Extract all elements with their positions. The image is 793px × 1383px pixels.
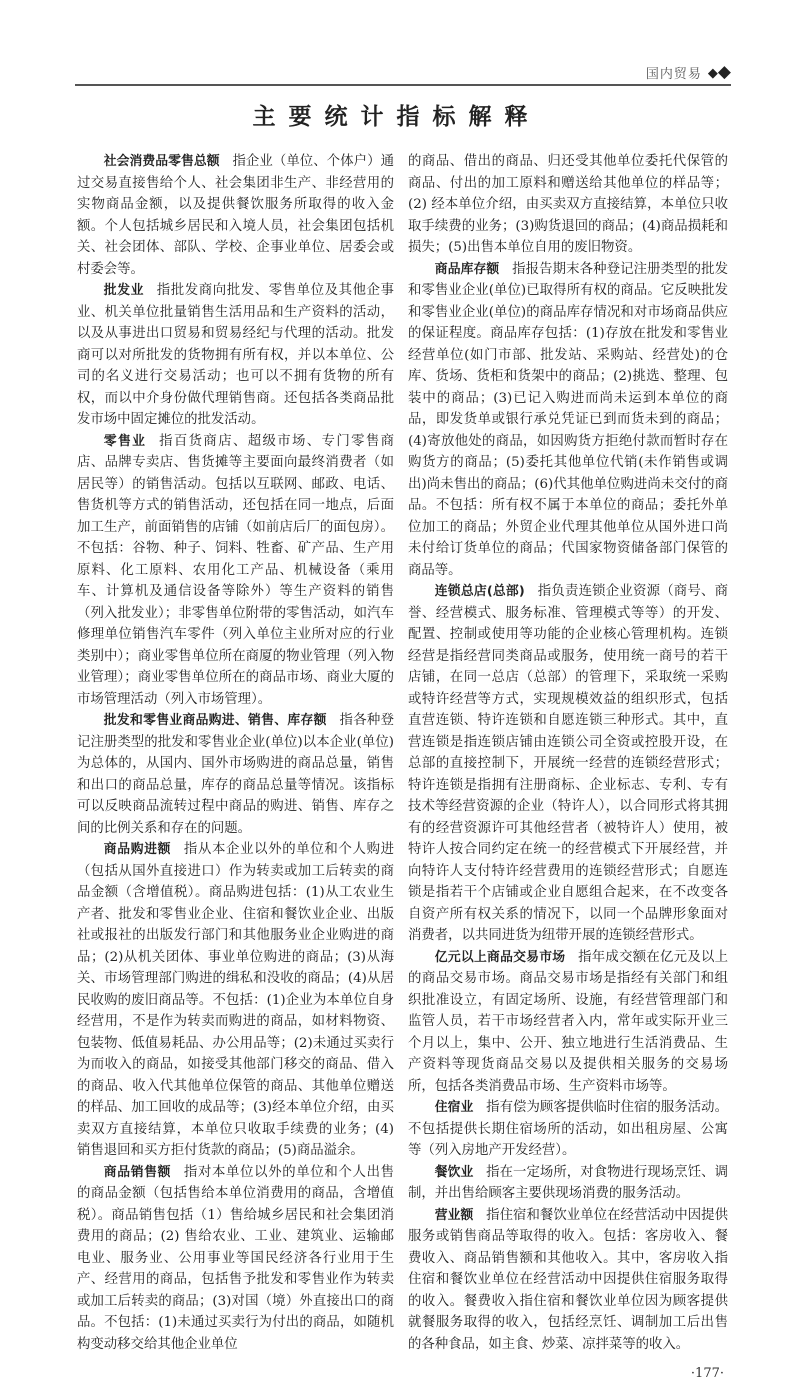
term: 商品销售额 [103,1164,172,1180]
right-column [408,151,728,1383]
small-diamond-icon: ◆ [707,66,718,81]
definition-paragraph [77,710,394,839]
definition-text: 指企业（单位、个体户）通过交易直接售给个人、社会集团非生产、非经营用的实物商品金额，以及提供餐饮服务所取得的收入金额。个人包括城乡居民和入境人员，社会集团包括机关、社会团体、部队、学校、企事业单位、居委会或村委会等。 [77,154,395,277]
definition-paragraph [408,1205,728,1356]
definition-text: 指有偿为顾客提供临时住宿的服务活动。不包括提供长期住宿场所的活动，如出租房屋、公寓等（列入房地产开发经营）。 [408,1100,729,1158]
definition-text: 指住宿和餐饮业单位在经营活动中因提供服务或销售商品等取得的收入。包括：客房收入、餐费收入、商品销售额和其他收入。其中，客房收入指住宿和餐饮业单位在经营活动中因提供住宿服务取得的收入。餐费收入指住宿和餐饮业单位因为顾客提供就餐服务取得的收入，包括经烹饪、调制加工后出售的各种食品，如主食、炒菜、凉拌菜等的收入。 [408,1207,729,1352]
definition-text: 指各种登记注册类型的批发和零售业企业(单位)以本企业(单位)为总体的，从国内、国外市场购进的商品总量，销售和出口的商品总量，库存的商品总量等情况。该指标可以反映商品流转过程中商品的购进、销售、库存之间的比例关系和存在的问题。 [77,713,395,836]
term: 连锁总店(总部) [434,584,525,599]
definition-paragraph [408,259,728,582]
page-title: 主要统计指标解释 [252,104,541,130]
definition-text: 指百货商店、超级市场、专门零售商店、品牌专卖店、售货摊等主要面向最终消费者（如居民等）的销售活动。包括以互联网、邮政、电话、售货机等方式的销售活动，还包括在同一地点，后面加工生产，前面销售的店铺（如前店后厂的面包房）。不包括：谷物、种子、饲料、牲畜、矿产品、生产用原料、化工原料、农用化工产品、机械设备（乘用车、计算机及通信设备等除外）等生产资料的销售（列入批发业）；非零售单位附带的零售活动，如汽车修理单位销售汽车零件（列入单位主业所对应的行业类别中）；商业零售单位所在商厦的物业管理（列入物业管理）；商业零售单位所在的商品市场、商业大厦的市场管理活动（列入市场管理）。 [77,433,395,707]
running-header [75,60,731,86]
continued-text: 的商品、借出的商品、归还受其他单位委托代保管的商品、付出的加工原料和赠送给其他单位的样品等；(2) 经本单位介绍，由买卖双方直接结算，本单位只收取手续费的业务；(3)购货退回的商品；(4)商品损耗和损失；(5)出售本单位自用的废旧物资。 [408,154,728,255]
definition-text: 指批发商向批发、零售单位及其他企事业、机关单位批量销售生活用品和生产资料的活动，以及从事进出口贸易和贸易经纪与代理的活动。批发商可以对所批发的货物拥有所有权，并以本单位、公司的名义进行交易活动；也可以不拥有货物的所有权，而以中介身份做代理销售商。还包括各类商品批发市场中固定摊位的批发活动。 [77,283,394,427]
definition-text: 指从本企业以外的单位和个人购进（包括从国外直接进口）作为转卖或加工后转卖的商品金额（含增值税）。商品购进包括：(1)从工农业生产者、批发和零售业企业、住宿和餐饮业企业、出版社或报社的出版发行部门和其他服务业企业购进的商品；(2)从机关团体、事业单位购进的商品；(3)从海关、市场管理部门购进的缉私和没收的商品；(4)从居民收购的废旧商品等。不包括：(1)企业为本单位自身经营用，不是作为转卖而购进的商品，如材料物资、包装物、低值易耗品、办公用品等；(2)未通过买卖行为而收入的商品，如接受其他部门移交的商品、借入的商品、收入代其他单位保管的商品、其他单位赠送的样品、加工回收的成品等；(3)经本单位介绍，由买卖双方直接结算，本单位只收取手续费的业务；(4) 销售退回和买方拒付货款的商品；(5)商品溢余。 [77,842,395,1158]
section-label: 国内贸易 [645,66,702,82]
term: 社会消费品零售总额 [103,154,220,169]
definition-text: 指年成交额在亿元及以上的商品交易市场。商品交易市场是指经有关部门和组织批准设立，有固定场所、设施，有经营管理部门和监管人员，若干市场经营者入内，常年或实际开业三个月以上，集中、公开、独立地进行生活消费品、生产资料等现货商品交易以及提供相关服务的交易场所，包括各类消费品市场、生产资料市场等。 [408,949,729,1094]
page-number: ·177· [690,1366,724,1381]
term: 商品购进额 [103,842,172,857]
term: 商品库存额 [434,261,500,277]
term: 餐饮业 [434,1164,474,1180]
definition-text: 指报告期末各种登记注册类型的批发和零售业企业(单位)已取得所有权的商品。它反映批发和零售业企业(单位)的商品库存情况和对市场商品供应的保证程度。商品库存包括：(1)存放在批发和零售业经营单位(如门市部、批发站、采购站、经营处)的仓库、货场、货柜和货架中的商品；(2)挑选、整理、包装中的商品；(3)已记入购进而尚未运到本单位的商品，即发货单或银行承兑凭证已到而货未到的商品；(4)寄放他处的商品，如因购货方拒绝付款而暂时存在购货方的商品；(5)委托其他单位代销(未作销售或调出)尚未售出的商品；(6)代其他单位购进尚未交付的商品。不包括：所有权不属于本单位的商品；委托外单位加工的商品；外贸企业代理其他单位从国外进口尚未付给订货单位的商品；代国家物资储备部门保管的商品等。 [408,261,729,578]
large-diamond-icon: ◆ [717,62,731,82]
left-column [77,151,394,1355]
term: 住宿业 [434,1100,474,1115]
term: 营业额 [434,1207,474,1223]
diamond-icons [708,62,731,82]
definition-paragraph [77,1162,394,1356]
definition-paragraph [408,947,728,1098]
definition-text: 指负责连锁企业资源（商号、商誉、经营模式、服务标准、管理模式等等）的开发、配置、控制或使用等功能的企业核心管理机构。连锁经营是指经营同类商品或服务，使用统一商号的若干店铺，在同一总店（总部）的管理下，采取统一采购或特许经营等方式，实现规模效益的组织形式，包括直营连锁、特许连锁和自愿连锁三种形式。其中，直营连锁是指连锁店铺由连锁公司全资或控股开设，在总部的直接控制下，开展统一经营的连锁经营形式；特许连锁是指拥有注册商标、企业标志、专利、专有技术等经营资源的企业（特许人），以合同形式将其拥有的经营资源许可其他经营者（被特许人）使用，被特许人按合同约定在统一的经营模式下开展经营，并向特许人支付特许经营费用的连锁经营形式；自愿连锁是指若干个店铺或企业自愿组合起来，在不改变各自资产所有权关系的情况下，以同一个品牌形象面对消费者，以共同进货为纽带开展的连锁经营形式。 [408,584,728,943]
definition-text: 指对本单位以外的单位和个人出售的商品金额（包括售给本单位消费用的商品，含增值税）。商品销售包括（1）售给城乡居民和社会集团消费用的商品；(2) 售给农业、工业、建筑业、运输邮电业、服务业、公用事业等国民经济各行业用于生产、经营用的商品，包括售予批发和零售业作为转卖或加工后转卖的商品；(3)对国（境）外直接出口的商品。不包括：(1)未通过买卖行为付出的商品，如随机构变动移交给其他企业单位 [77,1164,395,1352]
term: 零售业 [103,433,147,449]
definition-paragraph [77,839,394,1162]
definition-paragraph [77,280,394,431]
definition-paragraph [77,431,394,711]
term: 批发和零售业商品购进、销售、库存额 [103,713,327,728]
term: 批发业 [103,283,144,298]
definition-text: 指在一定场所，对食物进行现场烹饪、调制，并出售给顾客主要供现场消费的服务活动。 [408,1164,729,1201]
definition-paragraph [408,1097,728,1162]
term: 亿元以上商品交易市场 [434,949,566,965]
definition-paragraph [408,581,728,947]
definition-paragraph [408,1162,728,1205]
definition-paragraph [77,151,394,280]
